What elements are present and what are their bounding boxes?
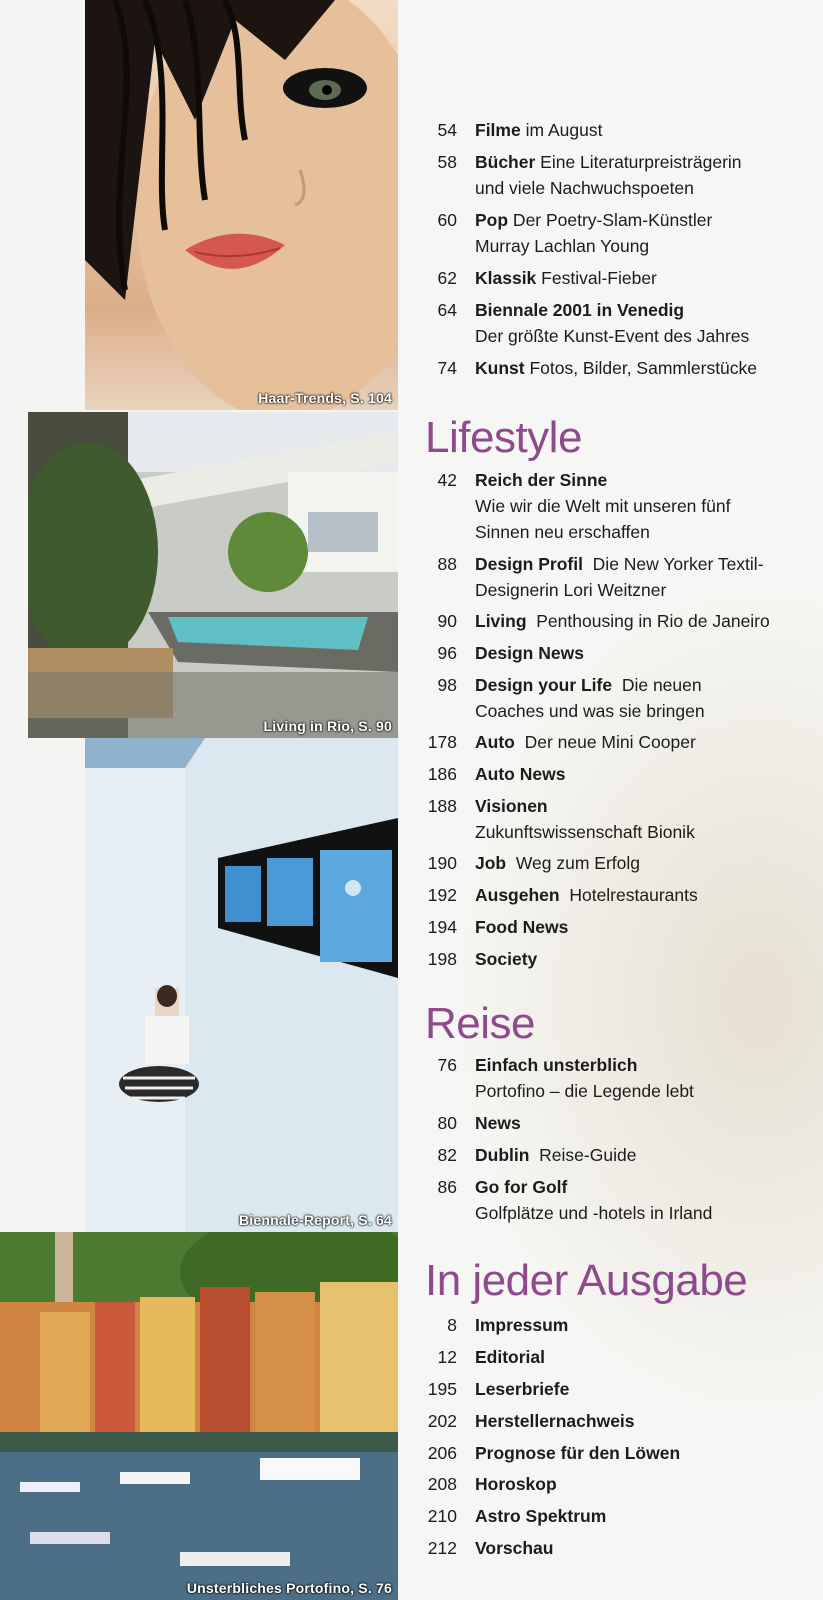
entry-title: Einfach unsterblich — [475, 1055, 638, 1075]
page-number: 54 — [437, 120, 457, 140]
entry-title: Reich der Sinne — [475, 470, 608, 490]
page-number: 210 — [427, 1506, 457, 1526]
entry-description: Der neue Mini Cooper — [514, 732, 696, 752]
entry-description: Penthousing in Rio de Janeiro — [526, 611, 770, 631]
entry-title: Living — [475, 611, 527, 631]
entry-title: Vorschau — [475, 1538, 554, 1558]
entry-description-line2: Coaches und was sie bringen — [475, 701, 705, 721]
entry-description: Die neuen — [612, 675, 702, 695]
portofino-photo — [0, 1232, 398, 1600]
hair-trends-photo — [85, 0, 398, 410]
biennale-report-photo — [85, 738, 398, 1232]
page-number: 12 — [437, 1347, 457, 1367]
page-number: 58 — [437, 152, 457, 172]
entry-description: Weg zum Erfolg — [506, 853, 641, 873]
section-heading-lifestyle: Lifestyle — [425, 413, 582, 462]
entry-description-line2: Portofino – die Legende lebt — [475, 1081, 694, 1101]
entry-description-line2: Golfplätze und -hotels in Irland — [475, 1203, 713, 1223]
entry-description: Reise-Guide — [529, 1145, 637, 1165]
entry-title: Society — [475, 949, 538, 969]
entry-title: Leserbriefe — [475, 1379, 570, 1399]
face-illustration — [85, 0, 398, 410]
entry-title: Horoskop — [475, 1474, 557, 1494]
page-number: 188 — [427, 796, 457, 816]
page-number: 212 — [427, 1538, 457, 1558]
entry-description: Fotos, Bilder, Sammlerstücke — [524, 358, 758, 378]
entry-description: Der Poetry-Slam-Künstler — [508, 210, 713, 230]
entry-title: Visionen — [475, 796, 548, 816]
page-number: 190 — [427, 853, 457, 873]
entry-description-line2: Designerin Lori Weitzner — [475, 580, 667, 600]
entry-title: Auto — [475, 732, 515, 752]
page-number: 76 — [437, 1055, 457, 1075]
page-number: 202 — [427, 1411, 457, 1431]
entry-title: Pop — [475, 210, 509, 230]
page-number: 192 — [427, 885, 457, 905]
entry-title: Bücher — [475, 152, 536, 172]
entry-description-line3: Sinnen neu erschaffen — [475, 522, 650, 542]
page-number: 194 — [427, 917, 457, 937]
portofino-illustration — [0, 1232, 398, 1600]
entry-description: Hotelrestaurants — [559, 885, 698, 905]
entry-title: Design News — [475, 643, 584, 663]
entry-title: Go for Golf — [475, 1177, 568, 1197]
page-number: 186 — [427, 764, 457, 784]
rio-penthouse-illustration — [28, 412, 398, 738]
entry-description-line2: Wie wir die Welt mit unseren fünf — [475, 496, 731, 516]
page-number: 90 — [437, 611, 457, 631]
entry-title: Prognose für den Löwen — [475, 1443, 681, 1463]
entry-description-line2: Der größte Kunst-Event des Jahres — [475, 326, 750, 346]
page-number: 206 — [427, 1443, 457, 1463]
page-number: 88 — [437, 554, 457, 574]
entry-title: Design Profil — [475, 554, 583, 574]
entry-title: Impressum — [475, 1315, 569, 1335]
page-number: 42 — [437, 470, 457, 490]
page-number: 8 — [447, 1315, 457, 1335]
entry-title: Dublin — [475, 1145, 530, 1165]
page-number: 98 — [437, 675, 457, 695]
entry-title: Food News — [475, 917, 569, 937]
biennale-report-caption: Biennale-Report, S. 64 — [239, 1212, 392, 1228]
entry-description-line2: und viele Nachwuchspoeten — [475, 178, 694, 198]
entry-title: Kunst — [475, 358, 525, 378]
page-number: 178 — [427, 732, 457, 752]
entry-title: Filme — [475, 120, 521, 140]
living-in-rio-photo — [28, 412, 398, 738]
entry-title: Klassik — [475, 268, 537, 288]
entry-title: Job — [475, 853, 507, 873]
page-number: 62 — [437, 268, 457, 288]
living-in-rio-caption: Living in Rio, S. 90 — [263, 718, 392, 734]
entry-title: Design your Life — [475, 675, 613, 695]
entry-title: Editorial — [475, 1347, 546, 1367]
hair-trends-caption: Haar-Trends, S. 104 — [258, 390, 392, 406]
entry-description: Die New Yorker Textil- — [582, 554, 764, 574]
portofino-caption: Unsterbliches Portofino, S. 76 — [186, 1580, 392, 1596]
biennale-illustration — [85, 738, 398, 1232]
entry-description: im August — [520, 120, 603, 140]
page-number: 82 — [437, 1145, 457, 1165]
entry-title: Herstellernachweis — [475, 1411, 635, 1431]
entry-description: Festival-Fieber — [536, 268, 657, 288]
page-number: 64 — [437, 300, 457, 320]
page-number: 208 — [427, 1474, 457, 1494]
section-heading-reise: Reise — [425, 999, 535, 1048]
entry-description: Eine Literaturpreisträgerin — [535, 152, 742, 172]
page-number: 198 — [427, 949, 457, 969]
entry-title: Ausgehen — [475, 885, 560, 905]
entry-description-line2: Murray Lachlan Young — [475, 236, 650, 256]
page-number: 74 — [437, 358, 457, 378]
page-number: 60 — [437, 210, 457, 230]
entry-title: News — [475, 1113, 521, 1133]
section-heading-in-jeder-ausgabe: In jeder Ausgabe — [425, 1256, 748, 1305]
entry-title: Auto News — [475, 764, 566, 784]
page-number: 86 — [437, 1177, 457, 1197]
page-number: 96 — [437, 643, 457, 663]
entry-title: Astro Spektrum — [475, 1506, 607, 1526]
page-number: 80 — [437, 1113, 457, 1133]
page-number: 195 — [427, 1379, 457, 1399]
entry-title: Biennale 2001 in Venedig — [475, 300, 685, 320]
entry-description-line2: Zukunftswissenschaft Bionik — [475, 822, 695, 842]
